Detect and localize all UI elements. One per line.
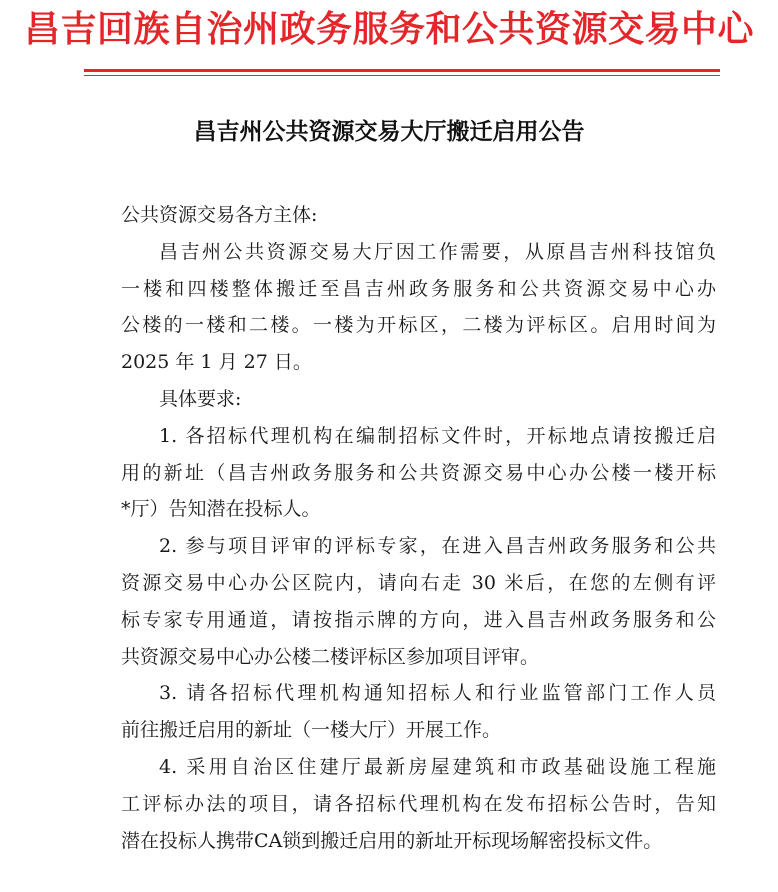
intro-line: 公楼的一楼和二楼。一楼为开标区，二楼为评标区。启用时间为 [121,314,716,337]
item2-line: 2. 参与项目评审的评标专家，在进入昌吉州政务服务和公共 [159,535,716,558]
intro-line: 一楼和四楼整体搬迁至昌吉州政务服务和公共资源交易中心办 [121,277,716,300]
intro-line: 昌吉州公共资源交易大厅因工作需要，从原昌吉州科技馆负 [159,240,716,263]
item4-line: 潜在投标人携带CA锁到搬迁启用的新址开标现场解密投标文件。 [121,829,663,852]
notice-body [121,197,716,859]
item2-line: 资源交易中心办公区院内，请向右走 30 米后，在您的左侧有评 [121,571,716,594]
intro-line: 2025 年 1 月 27 日。 [121,351,312,374]
item4-line: 4. 采用自治区住建厅最新房屋建筑和市政基础设施工程施 [159,755,716,778]
item3-line: 前往搬迁启用的新址（一楼大厅）开展工作。 [121,719,502,742]
item2-line: 共资源交易中心办公楼二楼评标区参加项目评审。 [121,645,540,668]
letterhead-title: 昌吉回族自治州政务服务和公共资源交易中心 [23,9,754,50]
salutation: 公共资源交易各方主体: [121,204,318,226]
red-rule-thick [84,69,720,72]
notice-title: 昌吉州公共资源交易大厅搬迁启用公告 [193,118,585,145]
red-rule-thin [84,75,720,76]
item1-line: 1. 各招标代理机构在编制招标文件时，开标地点请按搬迁启 [159,424,716,447]
item4-line: 工评标办法的项目，请各招标代理机构在发布招标公告时，告知 [121,792,716,815]
item3-line: 3. 请各招标代理机构通知招标人和行业监管部门工作人员 [159,682,716,705]
item1-line: *厅）告知潜在投标人。 [121,498,321,521]
requirements-heading: 具体要求: [159,387,242,410]
item1-line: 用的新址（昌吉州政务服务和公共资源交易中心办公楼一楼开标 [121,461,716,484]
item2-line: 标专家专用通道，请按指示牌的方向，进入昌吉州政务服务和公 [121,608,716,631]
